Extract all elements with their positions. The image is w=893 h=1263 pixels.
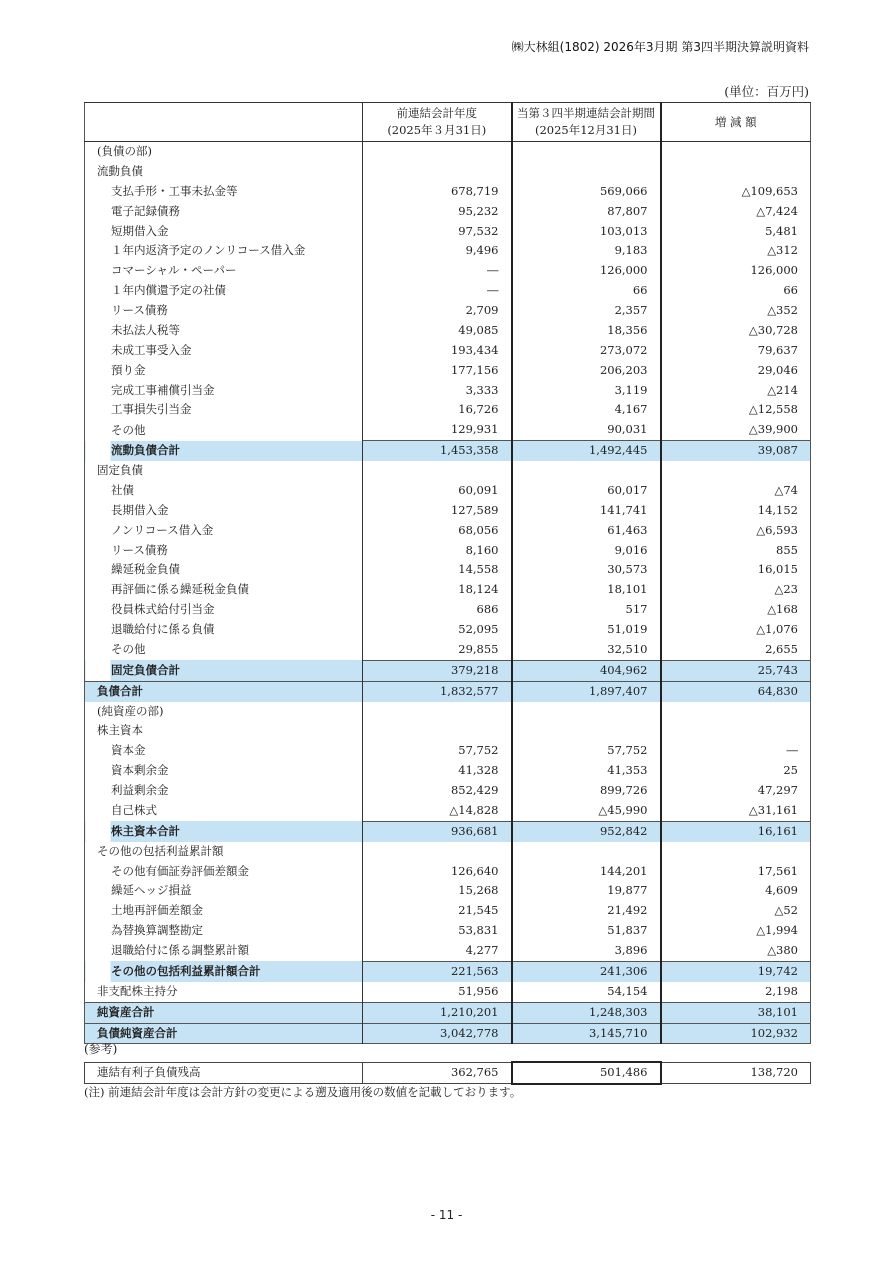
table-row (85, 481, 811, 501)
prev-period-value (363, 721, 512, 741)
row-label: コマーシャル・ペーパー (85, 261, 363, 281)
prev-period-value: 2,709 (363, 301, 512, 321)
prev-period-value: 14,558 (363, 560, 512, 580)
row-label: 退職給付に係る調整累計額 (85, 941, 363, 961)
section-heading-row (85, 461, 811, 481)
current-period-value: 126,000 (512, 261, 661, 281)
prev-period-value: 29,855 (363, 640, 512, 660)
diff-value: 17,561 (757, 863, 798, 878)
diff-value: △6,593 (756, 522, 798, 537)
prev-period-value: 21,545 (363, 901, 512, 921)
diff-value: 2,198 (765, 983, 798, 998)
current-period-value: 404,962 (512, 660, 661, 681)
diff-value: 16,015 (757, 562, 798, 577)
row-label: 社債 (85, 481, 363, 501)
page-number: - 11 - (430, 1208, 463, 1222)
diff-value (661, 842, 811, 862)
diff-value: 102,932 (661, 1023, 811, 1044)
row-label: 退職給付に係る負債 (85, 620, 363, 640)
diff-value: △30,728 (748, 322, 798, 337)
section-heading-row (85, 162, 811, 182)
current-period-value: 1,897,407 (512, 681, 661, 701)
table-row (85, 261, 811, 281)
prev-period-value: 49,085 (363, 321, 512, 341)
prev-period-value (363, 702, 512, 722)
row-label: リース債務 (85, 541, 363, 561)
prev-period-value (363, 142, 512, 162)
total-row (85, 681, 811, 701)
table-row (85, 281, 811, 301)
diff-value: 5,481 (765, 223, 798, 238)
prev-period-value: 3,333 (363, 381, 512, 401)
row-label: 負債合計 (85, 681, 363, 701)
table-row (85, 1062, 811, 1084)
prev-period-value: 97,532 (363, 222, 512, 242)
row-label: 資本剰余金 (85, 761, 363, 781)
row-label: 再評価に係る繰延税金負債 (85, 580, 363, 600)
current-period-value: 9,183 (512, 241, 661, 261)
row-label: 純資産合計 (85, 1002, 363, 1023)
reference-label: 連結有利子負債残高 (85, 1062, 363, 1084)
row-label: 電子記録債務 (85, 202, 363, 222)
table-row (85, 580, 811, 600)
row-label: 短期借入金 (85, 222, 363, 242)
table-row (85, 361, 811, 381)
row-label: 長期借入金 (85, 501, 363, 521)
diff-value: △1,076 (756, 622, 798, 636)
table-row (85, 801, 811, 821)
prev-period-value: 936,681 (363, 821, 512, 841)
prev-period-value: 126,640 (363, 862, 512, 882)
section-heading-row (85, 842, 811, 862)
diff-value: △312 (767, 243, 798, 258)
table-row (85, 400, 811, 420)
table-row (85, 341, 811, 361)
row-label: 流動負債合計 (85, 441, 363, 461)
row-label: 支払手形・工事未払金等 (85, 182, 363, 202)
row-label: 自己株式 (85, 801, 363, 821)
diff-value: △39,900 (748, 422, 798, 437)
row-label: 預り金 (85, 361, 363, 381)
current-period-value: 61,463 (512, 521, 661, 541)
table-row (85, 222, 811, 242)
row-label: リース債務 (85, 301, 363, 321)
diff-value: 126,000 (750, 263, 798, 278)
current-period-value: 241,306 (512, 961, 661, 981)
header-label-col (85, 103, 363, 142)
prev-period-value: 52,095 (363, 620, 512, 640)
unit-label: (単位：百万円) (724, 84, 809, 99)
diff-value: △109,653 (741, 183, 798, 198)
diff-value: △12,558 (748, 402, 798, 417)
current-period-value: 517 (512, 600, 661, 620)
table-row (85, 901, 811, 921)
prev-period-value (363, 461, 512, 481)
current-period-value (512, 702, 661, 722)
table-row (85, 600, 811, 620)
prev-period-value: 8,160 (363, 541, 512, 561)
row-label: １年内償還予定の社債 (85, 281, 363, 301)
prev-period-value: 177,156 (363, 361, 512, 381)
section-heading-row (85, 142, 811, 162)
diff-value: 855 (776, 542, 798, 557)
balance-sheet-table (84, 102, 811, 1044)
table-row (85, 881, 811, 901)
diff-value: 38,101 (661, 1002, 811, 1023)
table-row (85, 640, 811, 660)
row-label: 土地再評価差額金 (85, 901, 363, 921)
prev-period-value: ― (363, 261, 512, 281)
current-period-value: 57,752 (512, 741, 661, 761)
diff-value (661, 162, 811, 182)
row-label: 資本金 (85, 741, 363, 761)
prev-period-value: 53,831 (363, 921, 512, 941)
row-label: 未払法人税等 (85, 321, 363, 341)
subtotal-row (85, 821, 811, 841)
prev-period-value: 16,726 (363, 400, 512, 420)
diff-value: △1,994 (756, 923, 798, 938)
current-period-value: 952,842 (512, 821, 661, 841)
table-row (85, 182, 811, 202)
current-period-value: 21,492 (512, 901, 661, 921)
prev-period-value: 4,277 (363, 941, 512, 961)
row-label: 流動負債 (85, 162, 363, 182)
row-label: 固定負債合計 (85, 660, 363, 681)
row-label: 未成工事受入金 (85, 341, 363, 361)
total-row (85, 1023, 811, 1044)
diff-value (661, 461, 811, 481)
prev-period-value: 51,956 (363, 982, 512, 1002)
prev-period-date: (2025年３月31日) (387, 123, 487, 137)
diff-value: 16,161 (661, 821, 811, 841)
prev-period-value: 379,218 (363, 660, 512, 681)
row-label: 株主資本 (85, 721, 363, 741)
current-period-value: 18,101 (512, 580, 661, 600)
row-label: その他の包括利益累計額合計 (85, 961, 363, 981)
reference-table (84, 1061, 811, 1085)
header-prev-period (363, 103, 512, 142)
diff-value: ― (786, 743, 798, 758)
current-period-value: 66 (512, 281, 661, 301)
diff-value: 47,297 (757, 783, 798, 797)
current-period-value: 3,896 (512, 941, 661, 961)
diff-value: △380 (767, 943, 798, 957)
current-period-value (512, 461, 661, 481)
row-label: 工事損失引当金 (85, 400, 363, 420)
diff-value: △31,161 (748, 802, 798, 817)
current-period-value: 32,510 (512, 640, 661, 660)
total-row (85, 1002, 811, 1023)
table-row (85, 781, 811, 801)
prev-period-value: 3,042,778 (363, 1023, 512, 1044)
row-label: １年内返済予定のノンリコース借入金 (85, 241, 363, 261)
current-period-value: 569,066 (512, 182, 661, 202)
row-label: (負債の部) (85, 142, 363, 162)
row-label: その他 (85, 420, 363, 440)
current-period-value: 1,248,303 (512, 1002, 661, 1023)
row-label: 非支配株主持分 (85, 982, 363, 1002)
diff-value: 79,637 (757, 342, 798, 357)
reference-current: 501,486 (512, 1062, 661, 1084)
prev-period-value: 9,496 (363, 241, 512, 261)
current-period-value (512, 142, 661, 162)
prev-period-value: 678,719 (363, 182, 512, 202)
row-label: ノンリコース借入金 (85, 521, 363, 541)
prev-period-value: 57,752 (363, 741, 512, 761)
current-period-value: 90,031 (512, 420, 661, 440)
table-row (85, 982, 811, 1002)
table-row (85, 521, 811, 541)
current-period-value: △45,990 (512, 801, 661, 821)
table-row (85, 941, 811, 961)
current-period-value: 3,145,710 (512, 1023, 661, 1044)
section-heading-row (85, 721, 811, 741)
current-period-value: 60,017 (512, 481, 661, 501)
prev-period-value: 221,563 (363, 961, 512, 981)
diff-value: 64,830 (661, 681, 811, 701)
prev-period-value: ― (363, 281, 512, 301)
prev-period-value (363, 842, 512, 862)
table-row (85, 420, 811, 440)
prev-period-value: 95,232 (363, 202, 512, 222)
diff-value (661, 721, 811, 741)
table-row (85, 761, 811, 781)
diff-value: △7,424 (756, 203, 798, 218)
table-row (85, 321, 811, 341)
row-label: その他 (85, 640, 363, 660)
footnote: (注) 前連結会計年度は会計方針の変更による遡及適用後の数値を記載しております。 (84, 1085, 522, 1099)
prev-period-value: 1,210,201 (363, 1002, 512, 1023)
table-header-row (85, 103, 811, 142)
row-label: 繰延ヘッジ損益 (85, 881, 363, 901)
prev-period-value: 41,328 (363, 761, 512, 781)
diff-value: 25,743 (661, 660, 811, 681)
diff-value: △168 (767, 602, 798, 617)
prev-period-value: 852,429 (363, 781, 512, 801)
document-header: ㈱大林組(1802) 2026年3月期 第3四半期決算説明資料 (511, 40, 809, 54)
diff-value: △352 (767, 303, 798, 317)
current-period-value: 9,016 (512, 541, 661, 561)
current-period-value: 103,013 (512, 222, 661, 242)
current-period-value: 4,167 (512, 400, 661, 420)
prev-period-value: 18,124 (363, 580, 512, 600)
row-label: 固定負債 (85, 461, 363, 481)
prev-period-value: 15,268 (363, 881, 512, 901)
prev-period-value: 1,832,577 (363, 681, 512, 701)
current-period-value: 54,154 (512, 982, 661, 1002)
current-period-value: 144,201 (512, 862, 661, 882)
current-period-value: 206,203 (512, 361, 661, 381)
diff-value: 25 (783, 763, 798, 778)
header-diff: 増 減 額 (661, 103, 811, 142)
diff-value: △52 (774, 903, 798, 918)
current-period-value (512, 842, 661, 862)
table-row (85, 202, 811, 222)
row-label: 負債純資産合計 (85, 1023, 363, 1044)
table-row (85, 741, 811, 761)
row-label: 為替換算調整勘定 (85, 921, 363, 941)
current-period-title: 当第３四半期連結会計期間 (517, 106, 655, 120)
diff-value: 14,152 (757, 502, 798, 517)
table-row (85, 501, 811, 521)
section-heading-row (85, 702, 811, 722)
prev-period-value: 127,589 (363, 501, 512, 521)
diff-value: △23 (774, 582, 798, 597)
current-period-value (512, 721, 661, 741)
diff-value: 2,655 (765, 641, 798, 656)
current-period-value: 19,877 (512, 881, 661, 901)
prev-period-title: 前連結会計年度 (396, 106, 477, 120)
diff-value: 19,742 (661, 961, 811, 981)
row-label: 利益剰余金 (85, 781, 363, 801)
subtotal-row (85, 441, 811, 461)
diff-value: 29,046 (757, 362, 798, 377)
table-row (85, 560, 811, 580)
prev-period-value: △14,828 (363, 801, 512, 821)
table-row (85, 301, 811, 321)
diff-value (661, 142, 811, 162)
table-row (85, 862, 811, 882)
row-label: 役員株式給付引当金 (85, 600, 363, 620)
current-period-value: 51,837 (512, 921, 661, 941)
current-period-value: 273,072 (512, 341, 661, 361)
table-row (85, 541, 811, 561)
table-row (85, 620, 811, 640)
row-label: (純資産の部) (85, 702, 363, 722)
prev-period-value: 686 (363, 600, 512, 620)
prev-period-value: 193,434 (363, 341, 512, 361)
current-period-value: 2,357 (512, 301, 661, 321)
current-period-value: 18,356 (512, 321, 661, 341)
current-period-value: 1,492,445 (512, 441, 661, 461)
row-label: 繰延税金負債 (85, 560, 363, 580)
current-period-value: 30,573 (512, 560, 661, 580)
prev-period-value: 60,091 (363, 481, 512, 501)
current-period-value: 3,119 (512, 381, 661, 401)
reference-title: (参考) (84, 1042, 118, 1056)
current-period-value: 87,807 (512, 202, 661, 222)
prev-period-value: 68,056 (363, 521, 512, 541)
current-period-value: 899,726 (512, 781, 661, 801)
header-current-period (512, 103, 661, 142)
current-period-date: (2025年12月31日) (534, 123, 637, 137)
table-row (85, 921, 811, 941)
current-period-value: 41,353 (512, 761, 661, 781)
diff-value: 66 (783, 283, 798, 298)
table-row (85, 381, 811, 401)
diff-value: 4,609 (765, 883, 798, 898)
row-label: その他有価証券評価差額金 (85, 862, 363, 882)
table-row (85, 241, 811, 261)
prev-period-value: 129,931 (363, 420, 512, 440)
current-period-value (512, 162, 661, 182)
row-label: その他の包括利益累計額 (85, 842, 363, 862)
current-period-value: 141,741 (512, 501, 661, 521)
current-period-value: 51,019 (512, 620, 661, 640)
subtotal-row (85, 660, 811, 681)
diff-value: △74 (774, 482, 798, 497)
diff-value: △214 (767, 382, 798, 397)
prev-period-value (363, 162, 512, 182)
reference-prev: 362,765 (363, 1062, 512, 1084)
reference-diff: 138,720 (661, 1062, 811, 1084)
prev-period-value: 1,453,358 (363, 441, 512, 461)
diff-value: 39,087 (661, 441, 811, 461)
subtotal-row (85, 961, 811, 981)
diff-value (661, 702, 811, 722)
row-label: 株主資本合計 (85, 821, 363, 841)
row-label: 完成工事補償引当金 (85, 381, 363, 401)
